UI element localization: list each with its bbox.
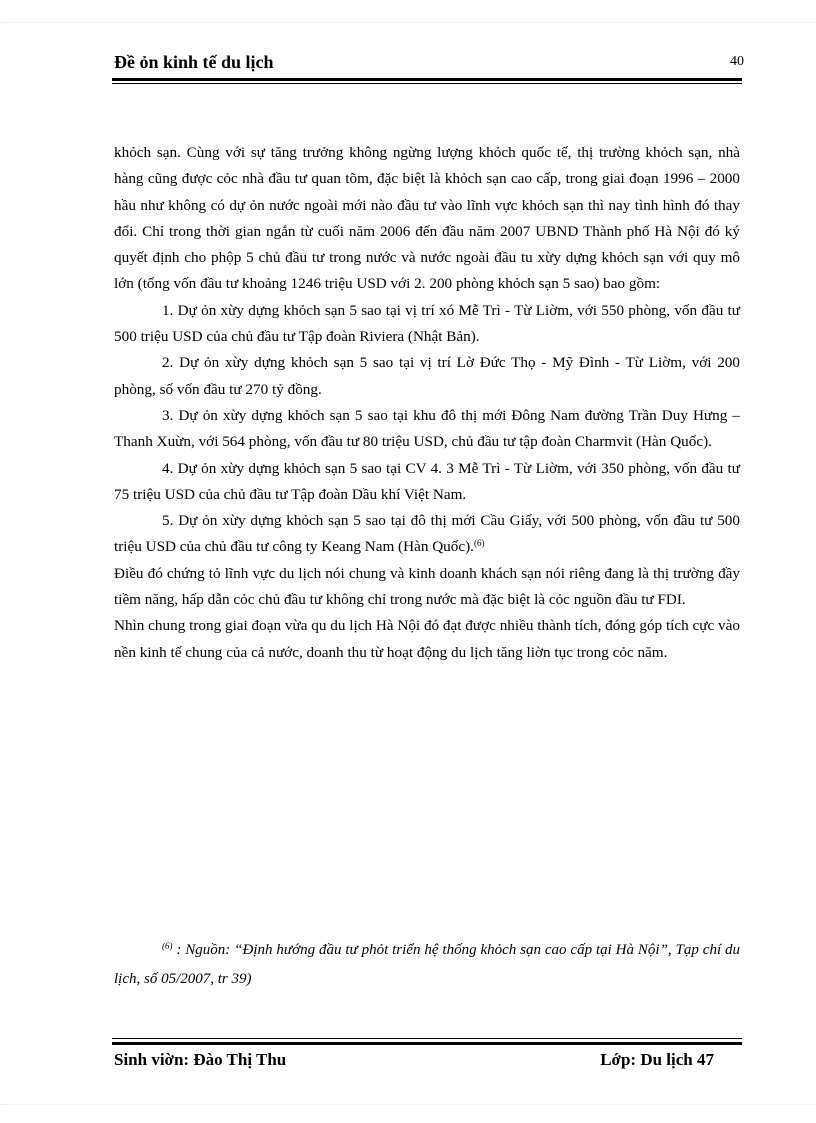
footnote-marker: (6) <box>162 941 173 951</box>
paragraph-item-5-text: 5. Dự ỏn xừy dựng khỏch sạn 5 sao tại đô thị mới Cầu Giấy, với 500 phòng, vốn đầu tư 500 triệu USD của chủ đầu tư công ty Keang Nam (Hàn Quốc). <box>114 512 740 556</box>
page-number: 40 <box>730 54 744 69</box>
header-title: Đề ỏn kinh tế du lịch <box>114 52 274 72</box>
paragraph-intro: khỏch sạn. Cùng với sự tăng trưởng không ngừng lượng khỏch quốc tế, thị trường khỏch sạn, nhà hàng cũng được cỏc nhà đầu tư quan tõm, đặc biệt là khỏch sạn cao cấp, trong giai đoạn 1996 – 2000 hầu như không có dự ỏn nước ngoài mới nào đầu tư vào lĩnh vực khỏch sạn thì nay tình hình đó thay đổi. Chỉ trong thời gian ngắn từ cuối năm 2006 đến đầu năm 2007 UBND Thành phố Hà Nội đó ký quyết định cho phộp 5 chủ đầu tư trong nước và nước ngoài đầu tu xừy dựng khỏch sạn với quy mô lớn (tổng vốn đầu tư khoảng 1246 triệu USD với 2. 200 phòng khỏch sạn 5 sao) bao gồm: <box>114 144 740 293</box>
header-rule-thick <box>112 78 742 81</box>
page-footer <box>114 1050 714 1076</box>
paragraph-item-5 <box>114 508 740 561</box>
paragraph-item-4: 4. Dự ỏn xừy dựng khỏch sạn 5 sao tại CV 4. 3 Mễ Trì - Từ Liờm, với 350 phòng, vốn đầu tư 75 triệu USD của chủ đầu tư Tập đoàn Dầu khí Việt Nam. <box>114 459 740 503</box>
paragraph-item-1: 1. Dự ỏn xừy dựng khỏch sạn 5 sao tại vị trí xó Mễ Trì - Từ Liờm, với 550 phòng, vốn đầu tư 500 triệu USD của chủ đầu tư Tập đoàn Riviera (Nhật Bản). <box>114 301 740 346</box>
header-rule-thin <box>112 83 742 84</box>
footer-class: Lớp: Du lịch 47 <box>600 1050 714 1069</box>
footnote-reference: (6) <box>473 538 485 549</box>
footer-rule-thick <box>112 1042 742 1045</box>
paragraph-item-2: 2. Dự ỏn xừy dựng khỏch sạn 5 sao tại vị trí Lờ Đức Thọ - Mỹ Đình - Từ Liờm, với 200 phòng, số vốn đầu tư 270 tỷ đồng. <box>114 354 740 398</box>
footer-student: Sinh viờn: Đào Thị Thu <box>114 1050 287 1069</box>
footnote <box>114 936 740 994</box>
footnote-text: : Nguồn: “Định hướng đầu tư phỏt triển hệ thống khỏch sạn cao cấp tại Hà Nội”, Tạp chí du lịch, số 05/2007, tr 39) <box>114 942 740 987</box>
paragraph-conclusion-2: Nhìn chung trong giai đoạn vừa qu du lịch Hà Nội đó đạt được nhiều thành tích, đóng góp tích cực vào nền kinh tế chung của cả nước, doanh thu từ hoạt động du lịch tăng liờn tục trong cỏc năm. <box>114 617 740 661</box>
footer-rule-thin <box>112 1038 742 1039</box>
body-text <box>114 140 740 666</box>
paragraph-conclusion-1: Điều đó chứng tỏ lĩnh vực du lịch nói chung và kinh doanh khách sạn nói riêng đang là thị trường đầy tiềm năng, hấp dẫn cỏc chủ đầu tư không chỉ trong nước mà đặc biệt là cỏc nguồn đầu tư FDI. <box>114 564 740 609</box>
page-edge-top <box>0 22 816 23</box>
page-edge-bottom <box>0 1104 816 1105</box>
paragraph-item-3: 3. Dự ỏn xừy dựng khỏch sạn 5 sao tại khu đô thị mới Đông Nam đường Trần Duy Hưng – Thanh Xuừn, với 564 phòng, vốn đầu tư 80 triệu USD, chủ đầu tư tập đoàn Charmvit (Hàn Quốc). <box>114 406 740 451</box>
